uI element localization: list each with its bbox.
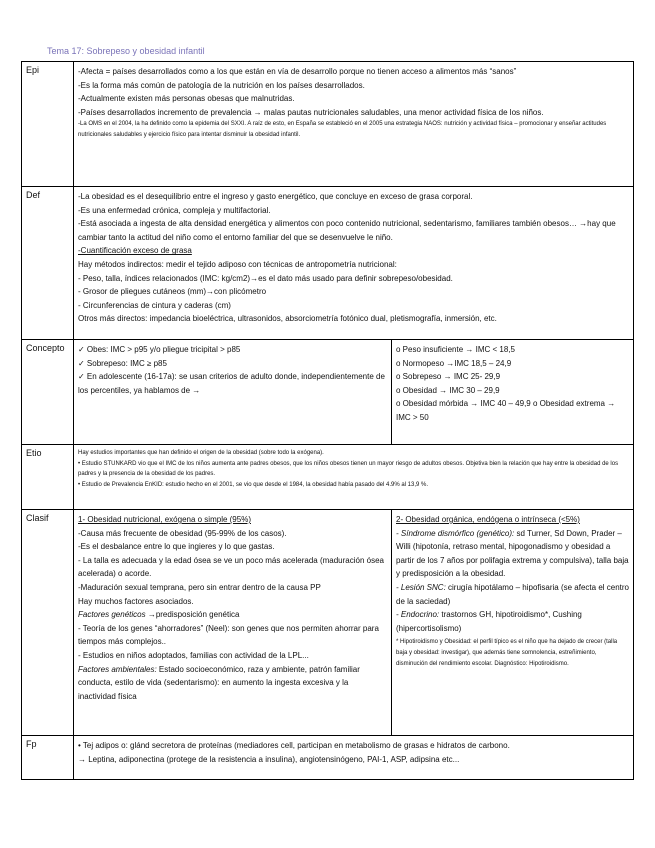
row-label-fp: Fp [22, 736, 74, 780]
epi-line: -Es la forma más común de patología de la nutrición en los países desarrollados. [78, 80, 365, 90]
concepto-criterion: ✓ En adolescente (16-17a): se usan criterios de adulto donde, independientemente de los percentiles, ya hablamos de → [78, 372, 385, 395]
clasif-line: - Estudios en niños adoptados, familias con actividad de la LPL... [78, 650, 309, 660]
page-title: Tema 17: Sobrepeso y obesidad infantil [47, 46, 205, 56]
environmental-factors-text: Estado socioeconómico, raza y ambiente, patrón familiar conducta, estilo de vida (sedentarismo): en aumento la ingesta excesiva y la inactividad física [78, 664, 360, 701]
organic-cause-label: - Lesión SNC: [396, 582, 446, 592]
clasif-line: -Causa más frecuente de obesidad (95-99% de los casos). [78, 528, 287, 538]
def-line: -La obesidad es el desequilibrio entre el ingreso y gasto energético, que concluye en exceso de grasa corporal. [78, 192, 473, 201]
row-label-concepto: Concepto [22, 340, 74, 445]
concepto-left [74, 340, 392, 445]
row-label-def: Def [22, 187, 74, 340]
row-def [22, 187, 634, 340]
imc-category: o Obesidad mórbida → IMC 40 – 49,9 o Obesidad extrema → IMC > 50 [396, 399, 616, 422]
def-line: - Grosor de pliegues cutáneos (mm)→con plicómetro [78, 287, 267, 297]
clasif-line: - Teoría de los genes “ahorradores” (Neel): son genes que nos permiten ahorrar para tiempos más complejos.. [78, 623, 379, 647]
clasif-line: -Maduración sexual temprana, pero sin entrar dentro de la causa PP [78, 582, 321, 592]
row-fp [22, 736, 634, 780]
epi-line: -Afecta = países desarrollados como a los que están en vía de desarrollo porque no tienen acceso a alimentos más “sanos” [78, 67, 517, 76]
concepto-right [392, 340, 634, 445]
row-clasif [22, 510, 634, 736]
row-label-etio: Etio [22, 445, 74, 510]
clasif-line: Hay muchos factores asociados. [78, 596, 194, 606]
epi-content [74, 62, 634, 187]
row-etio [22, 445, 634, 510]
imc-category: o Peso insuficiente → IMC < 18,5 [396, 345, 515, 354]
concepto-criterion: ✓ Obes: IMC > p95 y/o pliegue tricipital > p85 [78, 345, 241, 354]
epi-line: -Actualmente existen más personas obesas que malnutridas. [78, 94, 295, 104]
def-line: - Peso, talla, índices relacionados (IMC: kg/cm2)→es el dato más usado para definir sobrepeso/obesidad. [78, 273, 453, 283]
row-label-clasif: Clasif [22, 510, 74, 736]
row-epi [22, 62, 634, 187]
clasif-right-heading: 2- Obesidad orgánica, endógena o intrínseca (<5%) [396, 515, 580, 524]
organic-cause [396, 581, 629, 608]
clasif-line: -Es el desbalance entre lo que ingieres y lo que gastas. [78, 542, 275, 552]
genetic-factors [78, 608, 387, 622]
etio-content [74, 445, 634, 510]
def-line: Otros más directos: impedancia bioeléctrica, ultrasonidos, absorciometría fotónico dual, pletismografía, inmersión, etc. [78, 314, 497, 324]
environmental-factors [78, 663, 387, 704]
def-line: -Está asociada a ingesta de alta densidad energética y alimentos con poco contenido nutricional, sedentarismo, familiares también obesos… →hay que cambiar tanto la actitud del niño como el entorno familiar del que se desenvuelve le niño. [78, 219, 616, 242]
clasif-line: - La talla es adecuada y la edad ósea se ve un poco más acelerada (maduración ósea acelerada) o acorde. [78, 555, 384, 579]
imc-category: o Obesidad → IMC 30 – 29,9 [396, 385, 500, 395]
environmental-factors-label: Factores ambientales: [78, 664, 157, 674]
row-concepto [22, 340, 634, 445]
imc-category: o Sobrepeso → IMC 25- 29,9 [396, 372, 501, 382]
row-label-epi: Epi [22, 62, 74, 187]
clasif-left [74, 510, 392, 736]
organic-cause-text: cirugía hipotálamo – hipofisaria (se afecta el centro de la saciedad) [396, 582, 630, 606]
etio-line: • Estudio STUNKARD vio que el IMC de los niños aumenta ante padres obesos, que los niños obesos tienen un mayor riesgo de adultos obesos. Objetiva bien la relación que hay entre la obesidad de los padres y la presencia de la obesidad de los padres. [78, 460, 619, 478]
organic-cause-text: trastornos GH, hipotiroidismo*, Cushing (hipercortisolismo) [396, 610, 582, 633]
imc-category: o Normopeso →IMC 18,5 – 24,9 [396, 358, 512, 368]
etio-line: • Estudio de Prevalencia EnKID: estudio hecho en el 2001, se vio que desde el 1984, la obesidad había pasado del 4.9% al 13,9 %. [78, 481, 429, 488]
clasif-left-heading: 1- Obesidad nutricional, exógena o simple (95%) [78, 515, 251, 524]
def-line: -Es una enfermedad crónica, compleja y multifactorial. [78, 205, 271, 215]
hypothyroidism-note: * Hipotiroidismo y Obesidad: el perfil típico es el niño que ha dejado de crecer (talla baja y obesidad: investigar), que además tiene somnolencia, estreñimiento, disminución del rendimiento escolar. Diagnóstico: Hipotiroidismo. [396, 639, 618, 667]
fp-content [74, 736, 634, 780]
organic-cause [396, 527, 629, 581]
summary-table [21, 61, 634, 780]
etio-line: Hay estudios importantes que han definido el origen de la obesidad (sobre todo la exógena). [78, 450, 324, 456]
epi-small-note: -La OMS en el 2004, la ha definido como la epidemia del SXXI. A raíz de esto, en España se estableció en el 2005 una estrategia NAOS: nutrición y actividad física – promocionar y enseñar actitudes nutricionales saludables y ejercicio físico para intentar disminuir la obesidad infantil. [78, 121, 607, 138]
organic-cause-text: sd Turner, Sd Down, Prader – Willi (hipotonía, retraso mental, hipogonadismo y obesidad a partir de los 7 años por polifagia extrema y compulsiva), talla baja y predisposición a la obesidad. [396, 528, 629, 579]
def-line: - Circunferencias de cintura y caderas (cm) [78, 300, 231, 310]
epi-line: -Países desarrollados incremento de prevalencia → malas pautas nutricionales saludables, una menor actividad física de los niños. [78, 107, 544, 117]
clasif-right [392, 510, 634, 736]
fp-line: • Tej adipos o: glánd secretora de proteínas (mediadores cell, participan en metabolismo de grasas e hidratos de carbono. [78, 741, 510, 750]
genetic-factors-label: Factores genéticos [78, 610, 146, 620]
organic-cause-label: - Endocrino: [396, 610, 440, 620]
concepto-criterion: ✓ Sobrepeso: IMC ≥ p85 [78, 358, 167, 368]
fp-line: → Leptina, adiponectina (protege de la resistencia a insulina), angiotensinógeno, PAI-1, ASP, adipsina etc... [78, 754, 460, 764]
def-subheading: -Cuantificación exceso de grasa [78, 246, 192, 256]
def-content [74, 187, 634, 340]
def-line: Hay métodos indirectos: medir el tejido adiposo con técnicas de antropometría nutricional: [78, 259, 397, 269]
organic-cause [396, 608, 629, 635]
organic-cause-label: - Síndrome dismórfico (genético): [396, 528, 515, 538]
genetic-factors-text: →predisposición genética [145, 610, 240, 620]
